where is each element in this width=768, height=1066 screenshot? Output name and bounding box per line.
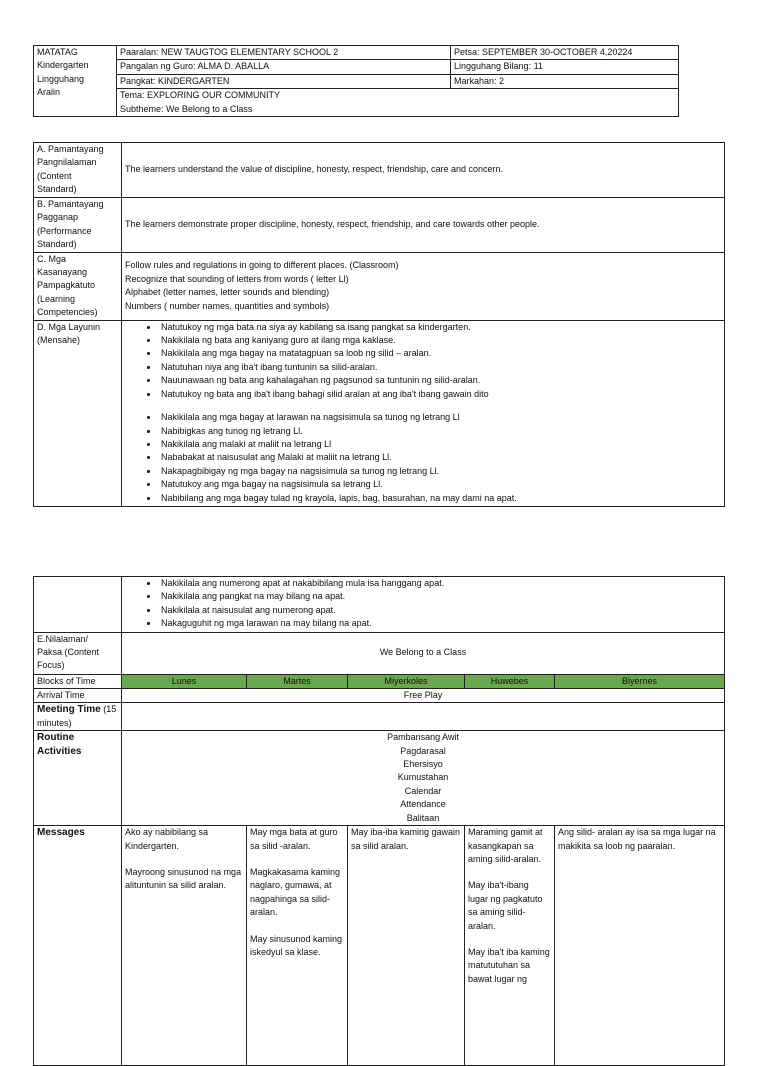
label-line: E.Nilalaman/ (37, 633, 89, 644)
routine-item: Balitaan (406, 812, 440, 823)
objective-item: • Nakikilala at naisusulat ang numerong apat. (159, 604, 721, 617)
competencies-list (122, 252, 725, 320)
routine-item: Pambansang Awit (387, 732, 459, 743)
objective-item: • Nakikilala ng bata ang kaniyang guro at ilang mga kaklase. (159, 334, 721, 347)
competency-item: Follow rules and regulations in going to different places. (Classroom) (125, 260, 399, 271)
header-left-line: Aralin (37, 87, 61, 98)
blocks-of-time-label: Blocks of Time (34, 674, 122, 688)
paragraph-gap (250, 920, 344, 933)
school-name: Paaralan: NEW TAUGTOG ELEMENTARY SCHOOL 2 (117, 46, 451, 60)
quarter: Markahan: 2 (451, 74, 679, 88)
content-standard-label (34, 143, 122, 198)
label-line: (Mensahe) (37, 335, 81, 346)
content-focus-label (34, 632, 122, 674)
label-line: Paksa (Content (37, 647, 100, 658)
label-line: Standard) (37, 239, 77, 250)
label-line: C. Mga (37, 253, 67, 264)
routine-item: Kumustahan (397, 772, 449, 783)
grade-level: Pangkat: KINDERGARTEN (117, 74, 451, 88)
message-text: May iba't iba kaming matututuhan sa bawat lugar ng (468, 946, 550, 984)
routine-activities-list (122, 731, 725, 826)
message-text: May sinusunod kaming iskedyul sa klase. (250, 933, 343, 957)
header-left-cell (34, 46, 117, 117)
theme: Tema: EXPLORING OUR COMMUNITY (117, 89, 679, 103)
message-text: May mga bata at guro sa silid -aralan. (250, 827, 338, 851)
label-line: Competencies) (37, 307, 98, 318)
header-table (33, 45, 679, 117)
message-miyerkoles (348, 826, 465, 1066)
performance-standard-text: The learners demonstrate proper discipline, honesty, respect, friendship, and care towards other people. (122, 198, 725, 253)
objective-item: • Nabibilang ang mga bagay tulad ng krayola, lapis, bag, basurahan, na may dami na apat. (159, 492, 721, 505)
routine-item: Pagdarasal (400, 745, 446, 756)
performance-standard-label (34, 198, 122, 253)
header-left-line: Kindergarten (37, 60, 89, 71)
subtheme: Subtheme: We Belong to a Class (117, 103, 679, 117)
message-biyernes (555, 826, 725, 1066)
label-line: B. Pamantayang (37, 199, 104, 209)
objectives-cont-label (34, 577, 122, 633)
content-focus-text: We Belong to a Class (122, 632, 725, 674)
competencies-label (34, 252, 122, 320)
label-line: Kasanayang (37, 267, 88, 278)
day-header-miyerkoles: Miyerkoles (348, 674, 465, 688)
objective-item: • Natutukoy ng mga bata na siya ay kabilang sa isang pangkat sa kindergarten. (159, 321, 721, 334)
objectives-list (122, 320, 725, 506)
competency-item: Recognize that sounding of letters from words ( letter Ll) (125, 273, 349, 284)
label-line: D. Mga Layunin (37, 321, 101, 332)
routine-item: Attendance (400, 799, 446, 810)
header-left-line: MATATAG (37, 47, 78, 57)
label-line: Pampagkatuto (37, 280, 96, 291)
meeting-time-value (122, 703, 725, 731)
objective-item: • Nakikilala ang mga bagay na matatagpuan sa loob ng silid – aralan. (159, 347, 721, 360)
list-gap (159, 401, 721, 411)
objectives-cont-list (122, 577, 725, 633)
label-line: (Performance (37, 225, 92, 236)
label-line: (Content (37, 170, 72, 181)
routine-item: Ehersisyo (403, 759, 443, 770)
message-text: Maraming gamit at kasangkapan sa aming silid-aralan. (468, 827, 543, 864)
objective-item: • Nauunawaan ng bata ang kahalagahan ng pagsunod sa tuntunin ng silid-aralan. (159, 374, 721, 387)
message-martes (247, 826, 348, 1066)
objective-item: • Nakikilala ang mga bagay at larawan na nagsisimula sa tunog ng letrang Ll (159, 411, 721, 424)
routine-activities-label: Routine Activities (34, 731, 122, 826)
competency-item: Numbers ( number names, quantities and symbols) (125, 300, 330, 311)
objectives-label (34, 320, 122, 506)
message-text: Magkakasama kaming naglaro, gumawa, at nagpahinga sa silid-aralan. (250, 866, 341, 918)
objective-item: • Natutukoy ng bata ang iba't ibang bahagi silid aralan at ang iba't ibang gawain dito (159, 388, 721, 401)
message-text: Ang silid- aralan ay isa sa mga lugar na makikita sa loob ng paaralan. (558, 827, 716, 851)
arrival-time-label: Arrival Time (34, 689, 122, 703)
label-line: Pagganap (37, 212, 79, 223)
message-text: May iba-iba kaming gawain sa silid aralan. (351, 827, 461, 851)
message-text: May iba't-ibang lugar ng pagkatuto sa aming silid-aralan. (468, 880, 543, 931)
competency-item: Alphabet (letter names, letter sounds and blending) (125, 287, 330, 298)
objective-item: • Nakikilala ang pangkat na may bilang na apat. (159, 590, 721, 603)
meeting-time-duration-unit: minutes) (37, 717, 72, 728)
objective-item: • Nakaguguhit ng mga larawan na may bilang na apat. (159, 617, 721, 630)
day-header-huwebes: Huwebes (465, 674, 555, 688)
message-text: Ako ay nabibilang sa Kindergarten. (125, 827, 209, 851)
paragraph-gap (468, 933, 551, 946)
arrival-time-value: Free Play (122, 689, 725, 703)
meeting-time-duration: (15 (100, 704, 117, 715)
paragraph-gap (468, 866, 551, 879)
meeting-time-title: Meeting Time (37, 704, 101, 716)
label-line: Standard) (37, 184, 77, 195)
standards-table (33, 142, 725, 507)
content-standard-text: The learners understand the value of discipline, honesty, respect, friendship, care and concern. (122, 143, 725, 198)
objective-item: • Nakikilala ang malaki at maliit na letrang Ll (159, 438, 721, 451)
label-line: Focus) (37, 660, 65, 671)
message-huwebes (465, 826, 555, 1066)
routine-item: Calendar (404, 785, 442, 796)
label-line: A. Pamantayang (37, 144, 104, 154)
label-line: Pangnilalaman (37, 157, 97, 168)
message-text: Mayroong sinusunod na mga alituntunin sa silid aralan. (125, 866, 242, 891)
teacher-name: Pangalan ng Guro: ALMA D. ABALLA (117, 60, 451, 74)
message-lunes (122, 826, 247, 1066)
header-left-line: Lingguhang (37, 73, 85, 84)
messages-label: Messages (34, 826, 122, 1066)
day-header-lunes: Lunes (122, 674, 247, 688)
objective-item: • Natutukoy ang mga bagay na nagsisimula sa letrang Ll. (159, 478, 721, 491)
objective-item: • Natutuhan niya ang iba't ibang tuntunin sa silid-aralan. (159, 361, 721, 374)
objective-item: • Nakapagbibigay ng mga bagay na nagsisimula sa tunog ng letrang Ll. (159, 465, 721, 478)
label-line: (Learning (37, 293, 76, 304)
objective-item: • Nababakat at naisusulat ang Malaki at maliit na letrang Ll. (159, 451, 721, 464)
day-header-martes: Martes (247, 674, 348, 688)
objective-item: • Nakikilala ang numerong apat at nakabibilang mula isa hanggang apat. (159, 577, 721, 590)
paragraph-gap (125, 853, 243, 866)
paragraph-gap (250, 853, 344, 866)
day-header-biyernes: Biyernes (555, 674, 725, 688)
schedule-table (33, 576, 725, 1066)
week-number: Lingguhang Bilang: 11 (451, 60, 679, 74)
meeting-time-label (34, 703, 122, 731)
date-range: Petsa: SEPTEMBER 30-OCTOBER 4,20224 (451, 46, 679, 60)
objective-item: • Nabibigkas ang tunog ng letrang Ll. (159, 425, 721, 438)
